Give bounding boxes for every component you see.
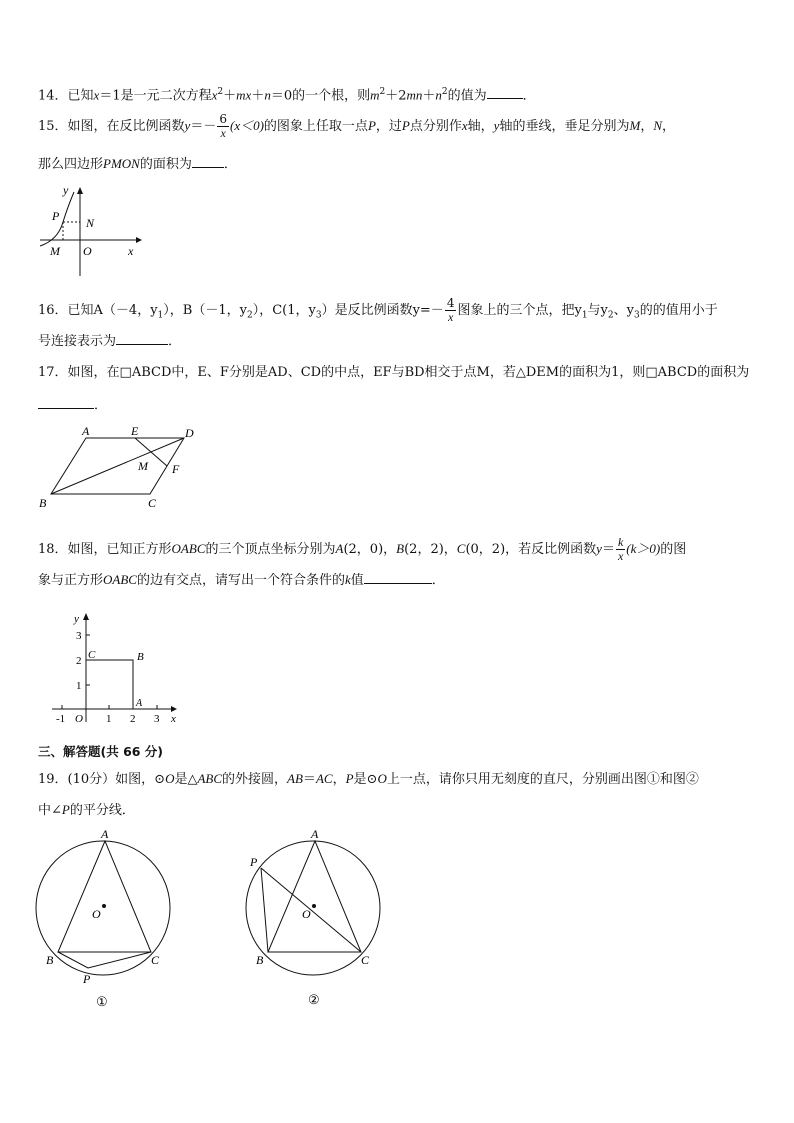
- label-tick-1: 1: [76, 680, 82, 692]
- label-tick-3: 3: [76, 630, 82, 642]
- label-B: B: [256, 953, 264, 967]
- figure-q15: [36, 184, 146, 264]
- label-C: C: [148, 496, 157, 510]
- label-xtick-2: 2: [130, 713, 136, 725]
- label-N: N: [86, 216, 95, 230]
- answer-blank-15[interactable]: [192, 155, 224, 168]
- x-axis-arrow: [171, 706, 177, 712]
- x-axis-arrow: [136, 237, 142, 243]
- answer-blank-18[interactable]: [364, 571, 432, 584]
- answer-blank-16[interactable]: [116, 332, 168, 345]
- label-M: M: [50, 244, 60, 258]
- label-C: C: [151, 953, 160, 967]
- label-O: O: [92, 907, 101, 921]
- label-fig-2: ②: [308, 992, 320, 1007]
- label-F: F: [172, 462, 180, 476]
- question-15-line2: 那么四边形PMON的面积为 ．: [38, 156, 237, 172]
- label-M: M: [138, 459, 148, 473]
- label-E: E: [131, 424, 139, 438]
- square-OABC: [86, 660, 133, 709]
- answer-blank-17[interactable]: [38, 396, 94, 409]
- label-fig-1: ①: [96, 994, 108, 1009]
- question-19-line1: 19．(10分）如图，⊙O是△ABC的外接圆，AB＝AC，P是⊙O上一点，请你只用无刻度的直尺，分别画出图①和图②: [38, 771, 699, 787]
- center-point: [102, 904, 106, 908]
- question-18-line2: 象与正方形OABC的边有交点，请写出一个符合条件的k值 ．: [38, 572, 445, 588]
- chord-PB: [261, 868, 268, 952]
- question-17-line1: 17．如图，在□ABCD中，E、F分别是AD、CD的中点，EF与BD相交于点M，若△DEM的面积为1，则□ABCD的面积为: [38, 365, 750, 380]
- label-tick-neg1: -1: [56, 713, 66, 725]
- question-15-line1: 15．如图，在反比例函数y＝－ $\frac{6}{x}$ (x＜0)的图象上任取一点P，过P点分别作x轴，y轴的垂线，垂足分别为M，N，: [38, 112, 676, 140]
- label-C: C: [361, 953, 370, 967]
- label-B: B: [46, 953, 54, 967]
- question-19-line2: 中∠P的平分线．: [38, 802, 135, 818]
- question-16-line2: 号连接表示为 ．: [38, 334, 182, 349]
- question-16-line1: 16．已知A（－4，$y_1$），B（－1，$y_2$），C(1，$y_3$）是反比例函数y=－ $\frac{4}{x}$ 图象上的三个点，把$y_1$与$y_2$、$y_3$的的值用小于: [38, 296, 718, 324]
- center-point: [312, 904, 316, 908]
- figure-q19-2: [240, 826, 400, 1011]
- answer-blank-14[interactable]: [487, 86, 523, 99]
- diagonal-BD: [51, 438, 184, 494]
- circle-O: [36, 841, 170, 975]
- triangle-ABC: [58, 841, 151, 952]
- label-y: y: [74, 613, 79, 625]
- y-axis-arrow: [83, 613, 89, 620]
- label-B: B: [39, 496, 47, 510]
- label-O: O: [302, 907, 311, 921]
- label-A: A: [101, 827, 109, 841]
- question-14: 14．已知x＝1是一元二次方程$x^2+mx+n=0$的一个根，则$m^2+2mn+n^2$的值为 ．: [38, 87, 536, 104]
- label-B: B: [137, 651, 144, 663]
- label-C: C: [88, 649, 96, 661]
- figure-q18: [50, 612, 190, 727]
- label-tick-2: 2: [76, 655, 82, 667]
- figure-q17: [36, 424, 211, 509]
- chord-PC: [261, 868, 361, 952]
- label-y: y: [63, 183, 69, 197]
- label-A: A: [136, 698, 143, 709]
- circle-O: [246, 841, 380, 975]
- label-xtick-1: 1: [106, 713, 112, 725]
- label-P: P: [250, 855, 258, 869]
- question-17-line2: ．: [38, 396, 107, 415]
- label-O: O: [75, 713, 83, 725]
- fraction-4-over-x: $\frac{4}{x}$: [446, 296, 455, 324]
- label-A: A: [82, 424, 90, 438]
- fraction-k-over-x: $\frac{k}{x}$: [617, 535, 624, 563]
- fraction-6-over-x: $\frac{6}{x}$: [219, 112, 227, 140]
- figure-q19-1: [30, 826, 190, 1011]
- label-P: P: [83, 972, 91, 986]
- y-axis-arrow: [77, 187, 83, 194]
- label-A: A: [311, 827, 319, 841]
- label-D: D: [185, 426, 194, 440]
- label-x: x: [128, 244, 134, 258]
- label-P: P: [52, 209, 60, 223]
- label-x: x: [171, 713, 176, 725]
- section-3-heading: 三、解答题(共 66 分): [38, 744, 164, 759]
- label-xtick-3: 3: [154, 713, 160, 725]
- label-O: O: [83, 244, 92, 258]
- triangle-ABC: [268, 841, 361, 952]
- question-18-line1: 18．如图，已知正方形OABC的三个顶点坐标分别为A(2，0)，B(2，2)，C(0，2)，若反比例函数y＝ $\frac{k}{x}$ (k＞0)的图: [38, 535, 687, 563]
